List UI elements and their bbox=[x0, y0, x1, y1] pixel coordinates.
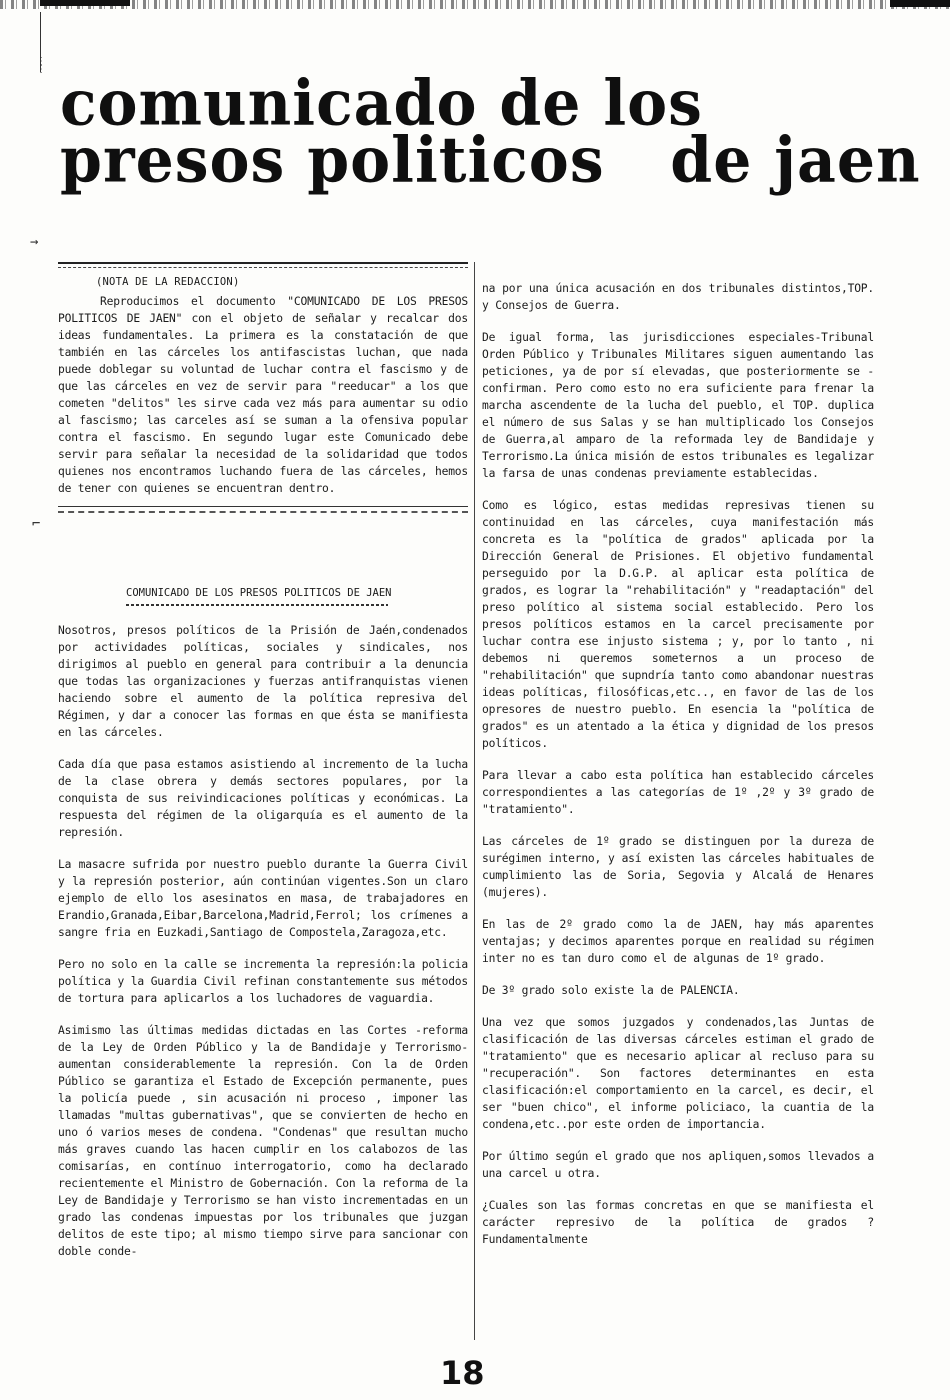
title-line-1: comunicado de los bbox=[60, 66, 703, 141]
paragraph: na por una única acusación en dos tribunales distintos,TOP. y Consejos de Guerra. bbox=[482, 282, 874, 312]
paragraph: Asimismo las últimas medidas dictadas en las Cortes -reforma de la Ley de Orden Público y la de Bandidaje y Terrorismo-aumentan considerablemente la represión. Con la de Orden Público se garantiza el Estado de Excepción permanente, pues la policía puede , sin acusación ni proceso , imponer las llamadas "multas gubernativas", que se convierten de hecho en uno ó varios meses de condena. "Condenas" que resultan mucho más graves cuando las hacen cumplir en los calabozos de las comisarías, en contínuo interrogatorio, como ha declarado recientemente el Ministro de Gobernación. Con la reforma de la Ley de Bandidaje y Terrorismo se han visto incrementadas en un grado las condenas impuestas por los tribunales que juzgan delitos de este tipo; al mismo tiempo sirve para sancionar con doble conde- bbox=[58, 1024, 468, 1258]
note-heading: (NOTA DE LA REDACCION) bbox=[96, 276, 240, 288]
scan-top-mark bbox=[40, 0, 130, 6]
note-text: Reproducimos el documento "COMUNICADO DE LOS PRESOS POLITICOS DE JAEN" con el objeto de señalar y recalcar dos ideas fundamentales. La primera es la constatación de que también en las cárceles los antifascistas luchan, que nada puede doblegar su voluntad de luchar contra el fascismo y de que las cárceles en vez de servir para "reeducar" a los que cometen "delitos" les sirve cada vez más para aumentar su odio al fascismo; las carceles así se suman a la ofensiva popular contra el fascismo. En segundo lugar este Comunicado debe servir para señalar la necesidad de la solidaridad que todos quienes nos encontramos luchando fuera de las cárceles, hemos de tener con quienes se encuentran dentro. bbox=[58, 295, 468, 495]
page-title bbox=[60, 66, 921, 198]
paragraph: En las de 2º grado como la de JAEN, hay más aparentes ventajas; y decimos aparentes porque en realidad su régimen inter no es tan duro como el de algunas de 1º grado. bbox=[482, 918, 874, 965]
margin-mark: → bbox=[30, 234, 39, 250]
paragraph: Una vez que somos juzgados y condenados,las Juntas de clasificación de las diversas cárceles estiman el grado de "tratamiento" que es necesario aplicar al recluso para su "recuperación". Son factores determinantes en esta clasificación:el comportamiento en la carcel, es decir, el ser "buen chico", el informe policiaco, la cuantia de la condena,etc..por este orden de importancia. bbox=[482, 1016, 874, 1131]
paragraph: Las cárceles de 1º grado se distinguen por la dureza de surégimen interno, y así existen las cárceles habituales de cumplimiento las de Soria, Segovia y Alcalá de Henares (mujeres). bbox=[482, 835, 874, 899]
paragraph: Como es lógico, estas medidas represivas tienen su continuidad en las cárceles, cuya manifestación más concreta es la "política de grados" aplicada por la Dirección General de Prisiones. El objetivo fundamental perseguido por la D.G.P. al aplicar esta política de grados, es lograr la "rehabilitación" y "readaptación" del preso político al sistema social establecido. Pero los presos políticos estamos en la carcel precisamente por luchar contra ese injusto sistema ; y, por lo tanto , ni debemos ni queremos someternos a un proceso de "rehabilitación" que supndría tanto como abandonar nuestras ideas políticas, filosóficas,etc.., en favor de las de los opresores de nuestro pueblo. En esencia la "política de grados" es un atentado a la ética y dignidad de los presos políticos. bbox=[482, 499, 874, 750]
right-column bbox=[482, 280, 874, 1263]
paragraph: Para llevar a cabo esta política han establecido cárceles correspondientes a las categorías de 1º ,2º y 3º grado de "tratamiento". bbox=[482, 769, 874, 816]
scan-top-mark-right bbox=[890, 0, 950, 7]
column-divider bbox=[474, 262, 475, 1340]
page-number: 18 bbox=[440, 1354, 485, 1392]
section-heading-underline bbox=[126, 604, 388, 606]
left-column bbox=[58, 262, 468, 1275]
paragraph: Cada día que pasa estamos asistiendo al incremento de la lucha de la clase obrera y demás sectores populares, por la conquista de sus reivindicaciones políticas y económicas. La respuesta del régimen de la oligarquía es el aumento de la represión. bbox=[58, 758, 468, 839]
paragraph: Nosotros, presos políticos de la Prisión de Jaén,condenados por actividades políticas, sociales y sindicales, nos dirigimos al pueblo en general para contribuir a la denuncia que todas las organizaciones y fuerzas antifranquistas vienen haciendo sobre el aumento de la política represiva del Régimen, y dar a conocer las formas en que ésta se manifiesta en las cárceles. bbox=[58, 624, 468, 739]
paragraph: ¿Cuales son las formas concretas en que se manifiesta el carácter represivo de la política de grados ? Fundamentalmente bbox=[482, 1199, 874, 1246]
note-bottom-rule bbox=[58, 506, 468, 513]
note-top-rule bbox=[58, 262, 468, 268]
paragraph: Por último según el grado que nos apliquen,somos llevados a una carcel u otra. bbox=[482, 1150, 874, 1180]
scan-top-edge bbox=[0, 0, 950, 9]
margin-mark: ⋮ ⋮ bbox=[36, 56, 46, 75]
title-line-2: presos politicos de jaen bbox=[60, 123, 921, 198]
paragraph: De 3º grado solo existe la de PALENCIA. bbox=[482, 984, 740, 997]
paragraph: Pero no solo en la calle se incrementa la represión:la policia política y la Guardia Civil refinan constantemente sus métodos de tortura para aplicarlos a los luchadores de vaguardia. bbox=[58, 958, 468, 1005]
margin-mark: ⌐ bbox=[32, 516, 41, 532]
paragraph: La masacre sufrida por nuestro pueblo durante la Guerra Civil y la represión posterior, aún continúan vigentes.Son un claro ejemplo de ello los asesinatos en masa, de trabajadores en Erandio,Granada,Eibar,Barcelona,Madrid,Ferrol; los crímenes a sangre fria en Euzkadi,Santiago de Compostela,Zaragoza,etc. bbox=[58, 858, 468, 939]
section-heading: COMUNICADO DE LOS PRESOS POLITICOS DE JAEN bbox=[126, 587, 392, 599]
paragraph: De igual forma, las jurisdicciones especiales-Tribunal Orden Público y Tribunales Militares siguen aumentando las peticiones, ya de por sí elevadas, que posteriormente se -confirman. Pero como esto no era suficiente para frenar la marcha ascendente de la lucha del pueblo, el TOP. duplica el número de sus Salas y se han multiplicado los Consejos de Guerra,al amparo de la reformada ley de Bandidaje y Terrorismo.La única misión de estos tribunales es legalizar la farsa de unas condenas previamente establecidas. bbox=[482, 331, 874, 480]
editorial-note bbox=[58, 274, 468, 497]
